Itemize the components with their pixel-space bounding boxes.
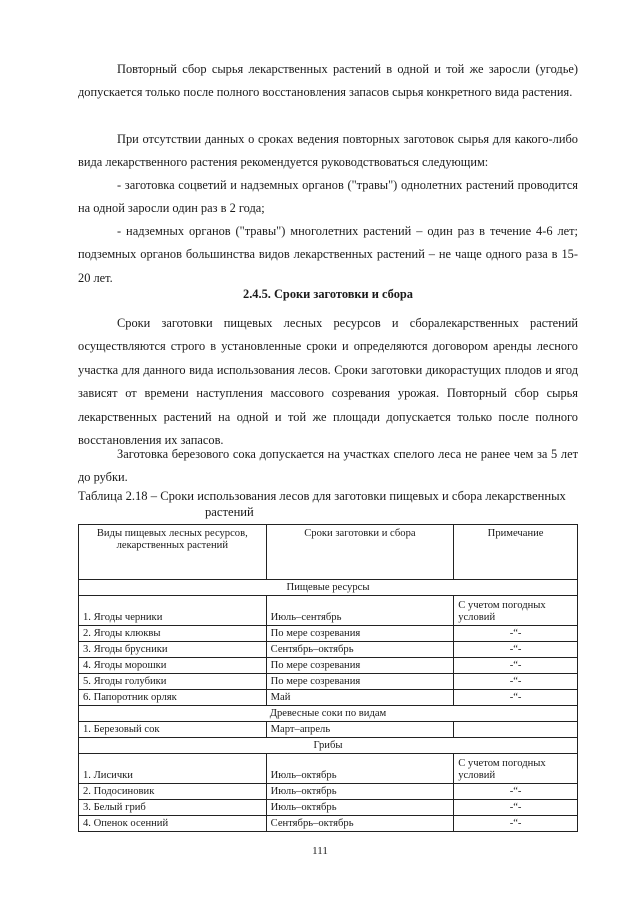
table-row <box>79 674 578 690</box>
note: -“- <box>454 784 578 800</box>
resource-name: 4. Опенок осенний <box>79 816 267 832</box>
resource-name: 3. Белый гриб <box>79 800 267 816</box>
resource-name: 4. Ягоды морошки <box>79 658 267 674</box>
section-heading: 2.4.5. Сроки заготовки и сбора <box>243 287 413 301</box>
table-group-row <box>79 580 578 596</box>
note: -“- <box>454 690 578 706</box>
table-row <box>79 754 578 784</box>
paragraph-perennial-plants: - надземных органов ("травы") многолетних растений – один раз в течение 4-6 лет; подземных органов большинства видов лекарственных растений – не чаще одного раза в 15-20 лет. <box>78 224 578 285</box>
note: -“- <box>454 642 578 658</box>
resource-name: 5. Ягоды голубики <box>79 674 267 690</box>
resource-name: 3. Ягоды брусники <box>79 642 267 658</box>
note: С учетом погодных условий <box>454 754 578 784</box>
harvest-period: Июль–октябрь <box>266 800 454 816</box>
table-group-row <box>79 738 578 754</box>
group-title-food: Пищевые ресурсы <box>79 580 578 596</box>
group-title-mushrooms: Грибы <box>79 738 578 754</box>
table-caption <box>78 488 578 520</box>
note: -“- <box>454 800 578 816</box>
paragraph-repeat-harvest: Повторный сбор сырья лекарственных растений в одной и той же заросли (угодье) допускается только после полного восстановления запасов сырья конкретного вида растения. <box>78 62 578 100</box>
group-title-sap: Древесные соки по видам <box>79 706 578 722</box>
note: -“- <box>454 626 578 642</box>
harvest-terms-table <box>78 524 578 832</box>
table-row <box>79 642 578 658</box>
header-notes: Примечание <box>454 525 578 580</box>
page-number: 111 <box>312 845 328 857</box>
note: С учетом погодных условий <box>454 596 578 626</box>
paragraph-harvest-terms: Сроки заготовки пищевых лесных ресурсов и сборалекарственных растений осуществляются строго в установленные сроки и определяются договором аренды лесного участка для данного вида использования лесов. Сроки заготовки дикорастущих плодов и ягод зависят от времени наступления массового созревания урожая. Повторный сбор сырья лекарственных растений на одной и той же площади допускается только после полного восстановления их запасов. <box>78 316 578 448</box>
harvest-period: По мере созревания <box>266 626 454 642</box>
harvest-period: Июль–октябрь <box>266 784 454 800</box>
table-caption-line2: растений <box>205 505 254 519</box>
harvest-period: Март–апрель <box>266 722 454 738</box>
paragraph-annual-plants: - заготовка соцветий и надземных органов ("травы") однолетних растений проводится на одной заросли один раз в 2 года; <box>78 178 578 216</box>
harvest-period: Май <box>266 690 454 706</box>
note: -“- <box>454 658 578 674</box>
resource-name: 2. Подосиновик <box>79 784 267 800</box>
harvest-period: Июль–сентябрь <box>266 596 454 626</box>
harvest-period: Сентябрь–октябрь <box>266 816 454 832</box>
resource-name: 1. Ягоды черники <box>79 596 267 626</box>
note: -“- <box>454 674 578 690</box>
harvest-period: По мере созревания <box>266 674 454 690</box>
table-row <box>79 784 578 800</box>
resource-name: 6. Папоротник орляк <box>79 690 267 706</box>
table-row <box>79 800 578 816</box>
table-row <box>79 596 578 626</box>
table-row <box>79 658 578 674</box>
table-row <box>79 690 578 706</box>
table-row <box>79 722 578 738</box>
harvest-period: По мере созревания <box>266 658 454 674</box>
header-resource-types: Виды пищевых лесных ресурсов, лекарственных растений <box>79 525 267 580</box>
table-group-row <box>79 706 578 722</box>
resource-name: 1. Березовый сок <box>79 722 267 738</box>
table-row <box>79 626 578 642</box>
harvest-period: Июль–октябрь <box>266 754 454 784</box>
table-row <box>79 816 578 832</box>
resource-name: 2. Ягоды клюквы <box>79 626 267 642</box>
note <box>454 722 578 738</box>
table-header-row <box>79 525 578 580</box>
harvest-period: Сентябрь–октябрь <box>266 642 454 658</box>
resource-name: 1. Лисички <box>79 754 267 784</box>
paragraph-no-data: При отсутствии данных о сроках ведения повторных заготовок сырья для какого-либо вида лекарственного растения рекомендуется руководствоваться следующим: <box>78 132 578 170</box>
header-periods: Сроки заготовки и сбора <box>266 525 454 580</box>
table-caption-line1: Таблица 2.18 – Сроки использования лесов для заготовки пищевых и сбора лекарственных <box>78 489 566 503</box>
paragraph-birch-sap: Заготовка березового сока допускается на участках спелого леса не ранее чем за 5 лет до рубки. <box>78 447 578 485</box>
note: -“- <box>454 816 578 832</box>
